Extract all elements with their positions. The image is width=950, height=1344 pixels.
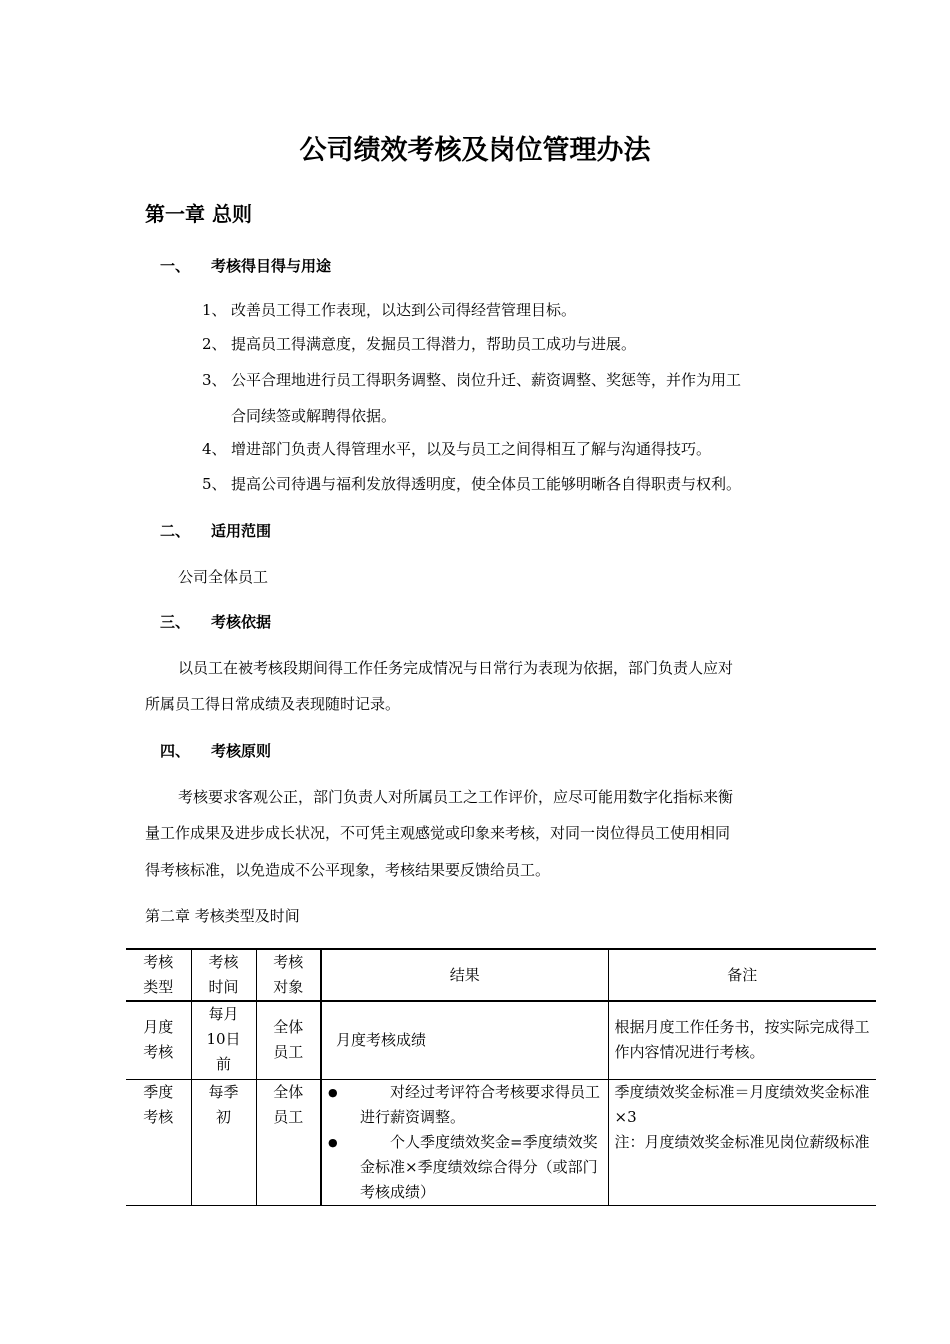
cell-time: 每季初 xyxy=(191,1079,256,1205)
list-item-text: 公平合理地进行员工得职务调整、岗位升迁、薪资调整、奖惩等，并作为用工 xyxy=(231,371,742,389)
column-header-type: 考核类型 xyxy=(126,949,191,1001)
cell-note: 根据月度工作任务书，按实际完成得工作内容情况进行考核。 xyxy=(608,1001,876,1079)
basis-paragraph-line: 以员工在被考核段期间得工作任务完成情况与日常行为表现为依据，部门负责人应对 xyxy=(178,659,734,677)
section-heading-basis: 考核依据 xyxy=(211,613,272,631)
section-number-2: 二、 xyxy=(160,522,191,540)
section-number-1: 一、 xyxy=(160,257,191,275)
list-item-text: 提高公司待遇与福利发放得透明度，使全体员工能够明晰各自得职责与权利。 xyxy=(231,475,742,493)
column-header-time: 考核时间 xyxy=(191,949,256,1001)
cell-type: 季度考核 xyxy=(126,1079,191,1205)
bullet-icon: ● xyxy=(328,1135,338,1149)
note-line: 季度绩效奖金标准＝月度绩效奖金标准×3 xyxy=(614,1082,870,1126)
result-bullet: ● 对经过考评符合考核要求得员工进行薪资调整。 xyxy=(328,1080,602,1130)
section-heading-scope: 适用范围 xyxy=(211,522,272,540)
principle-paragraph-line: 得考核标准，以免造成不公平现象，考核结果要反馈给员工。 xyxy=(145,861,551,879)
principle-paragraph-line: 量工作成果及进步成长状况，不可凭主观感觉或印象来考核，对同一岗位得员工使用相同 xyxy=(145,824,731,842)
column-header-note: 备注 xyxy=(608,949,876,1001)
scope-text: 公司全体员工 xyxy=(178,568,269,586)
chapter-heading-2: 第二章 考核类型及时间 xyxy=(145,907,300,925)
table-header-row xyxy=(126,949,876,1001)
cell-result: 月度考核成绩 xyxy=(321,1001,608,1079)
bullet-icon: ● xyxy=(328,1085,338,1099)
list-item-text-continued: 合同续签或解聘得依据。 xyxy=(231,407,397,425)
list-item-number: 5、 xyxy=(202,475,227,493)
cell-time: 每月10日前 xyxy=(191,1001,256,1079)
section-heading-purpose: 考核得目得与用途 xyxy=(211,257,332,275)
list-item-number: 1、 xyxy=(202,301,227,319)
cell-type: 月度考核 xyxy=(126,1001,191,1079)
note-line: 注：月度绩效奖金标准见岗位薪级标准 xyxy=(614,1132,870,1151)
column-header-result: 结果 xyxy=(321,949,608,1001)
list-item-number: 4、 xyxy=(202,440,227,458)
page-title: 公司绩效考核及岗位管理办法 xyxy=(299,135,651,166)
basis-paragraph-line: 所属员工得日常成绩及表现随时记录。 xyxy=(145,695,401,713)
principle-paragraph-line: 考核要求客观公正，部门负责人对所属员工之工作评价，应尽可能用数字化指标来衡 xyxy=(178,788,734,806)
section-number-4: 四、 xyxy=(160,742,191,760)
section-heading-principles: 考核原则 xyxy=(211,742,272,760)
table-row xyxy=(126,1001,876,1079)
cell-target: 全体员工 xyxy=(256,1079,321,1205)
column-header-target: 考核对象 xyxy=(256,949,321,1001)
list-item-text: 增进部门负责人得管理水平，以及与员工之间得相互了解与沟通得技巧。 xyxy=(231,440,712,458)
cell-note xyxy=(608,1079,876,1205)
list-item-text: 改善员工得工作表现，以达到公司得经营管理目标。 xyxy=(231,301,577,319)
review-schedule-table xyxy=(126,948,876,1206)
chapter-heading-1: 第一章 总则 xyxy=(145,202,252,226)
list-item-text: 提高员工得满意度，发掘员工得潜力，帮助员工成功与进展。 xyxy=(231,335,637,353)
result-bullet: ● 个人季度绩效奖金=季度绩效奖金标准×季度绩效综合得分（或部门考核成绩） xyxy=(328,1130,602,1205)
cell-result xyxy=(321,1079,608,1205)
list-item-number: 3、 xyxy=(202,371,227,389)
table-row xyxy=(126,1079,876,1205)
cell-target: 全体员工 xyxy=(256,1001,321,1079)
list-item-number: 2、 xyxy=(202,335,227,353)
section-number-3: 三、 xyxy=(160,613,191,631)
